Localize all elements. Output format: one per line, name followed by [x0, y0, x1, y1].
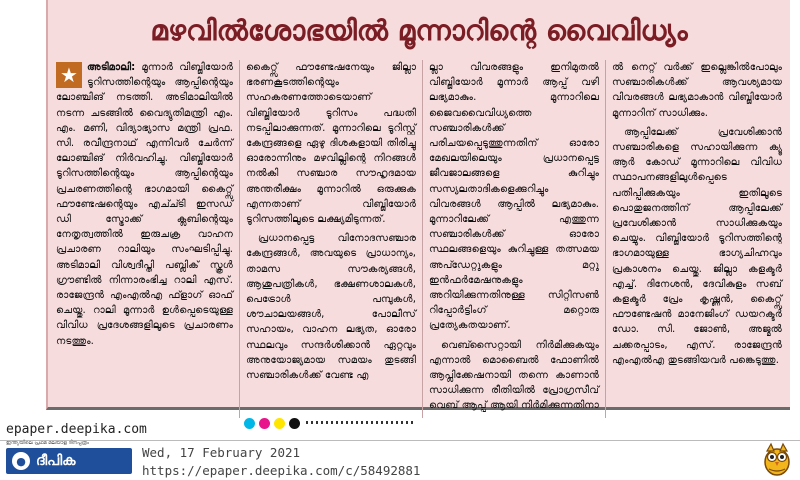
article-paragraph: ൽ നെറ്റ് വർക്ക് ഇല്ലെങ്കിൽപോലും സഞ്ചാരികൾക്ക് ആവശ്യമായ വിവരങ്ങൾ ലഭ്യമാകാൻ വിബ്ജിയോർ മൂന്നാറിന് സാധിക്കും.	[612, 62, 782, 119]
registration-dot-yellow	[274, 418, 285, 429]
article-column-2	[239, 60, 416, 418]
article-paragraph: വെബ്സൈറ്റായി നിർമിക്കുകയും എന്നാൽ മൊബൈൽ ഫോണിൽ ആപ്ലിക്കേഷനായി തന്നെ കാണാൻ സാധിക്കുന്ന രീതിയിൽ പ്രോഗ്രസീവ് വെബ് ആപ്പ് ആയി നിർമിക്കുന്നതിനാ	[429, 339, 599, 412]
registration-dot-cyan	[244, 418, 255, 429]
article-column-3	[422, 60, 599, 418]
article-column-4	[605, 60, 782, 418]
site-name[interactable]: epaper.deepika.com	[6, 422, 147, 437]
owl-icon	[762, 442, 792, 476]
article-paragraph: ല്ലാ വിവരങ്ങളും ഇനിമുതൽ വിബ്ജിയോർ മൂന്നാർ ആപ്പ് വഴി ലഭ്യമാകും. മൂന്നാറിലെ ജൈവവൈവിധ്യത്തെ സഞ്ചാരികൾക്ക് പരിചയപ്പെടുത്തുന്നതിന് ഓരോ മേഖലയിലെയും പ്രധാനപ്പെട്ട ജീവജാലങ്ങളെ കുറിച്ചും സസ്യലതാദികളെക്കുറിച്ചും വിവരങ്ങൾ ആപ്പിൽ ലഭ്യമാകും. മൂന്നാറിലേക്ക് എത്തുന്ന സഞ്ചാരികൾക്ക് ഓരോ സ്ഥലങ്ങളെയും കുറിച്ചുള്ള തത്സമയ അപ്ഡേറ്റുകളും മറ്റു ഇൻഫർമേഷനുകളും അറിയിക്കുന്നതിനുള്ള സിറ്റിസൺ റിപ്പോർട്ടിംഗ് മറ്റൊരു പ്രത്യേകതയാണ്.	[429, 62, 599, 332]
news-clipping	[46, 0, 790, 410]
star-icon: ★	[56, 62, 82, 88]
article-paragraph: പ്രധാനപ്പെട്ട വിനോദസഞ്ചാര കേന്ദ്രങ്ങൾ, അവയുടെ പ്രാധാന്യം, താമസ സൗകര്യങ്ങൾ, ആശുപത്രികൾ, ഭക്ഷണശാലകൾ, പെട്രോൾ പമ്പുകൾ, ശൗചാലയങ്ങൾ, പോലീസ് സഹായം, വാഹന ലഭ്യത, ഓരോ സ്ഥലവും സന്ദർശിക്കാൻ ഏറ്റവും അനുയോജ്യമായ സമയം തുടങ്ങി സഞ്ചാരികൾക്ക് വേണ്ട എ	[246, 233, 416, 382]
article-url[interactable]: https://epaper.deepika.com/c/58492881	[142, 463, 421, 478]
deepika-logo[interactable]	[6, 448, 132, 474]
article-dateline: അടിമാലി:	[87, 62, 136, 73]
publication-date: Wed, 17 February 2021	[142, 445, 301, 460]
article-paragraph: കൈറ്റ്സ് ഫൗണ്ടേഷനേയും ജില്ലാ ഭരണകൂടത്തിന്റെയും സഹകരണത്തോടെയാണ് വിബ്ജിയോർ ടൂറിസം പദ്ധതി നടപ്പിലാക്കുന്നത്. മൂന്നാറിലെ ടൂറിസ്റ്റ് കേന്ദ്രങ്ങളെ ഏഴു ദിശകളായി തിരിച്ചു ഓരോന്നിനും മഴവില്ലിന്റെ നിറങ്ങൾ നൽകി സഞ്ചാര സൗഹൃദമായ അന്തരീക്ഷം മൂന്നാറിൽ ഒരുക്കുക എന്നതാണ് വിബ്ജിയോർ ടൂറിസത്തിലൂടെ ലക്ഷ്യമിടുന്നത്.	[246, 62, 416, 226]
article-headline: മഴവിൽശോഭയിൽ മൂന്നാറിന്റെ വൈവിധ്യം	[150, 14, 688, 47]
article-text: മൂന്നാർ വിബ്ജിയോർ ടൂറിസത്തിന്റെയും ആപ്പിന്റെയും ലോഞ്ചിങ് നടത്തി. അടിമാലിയിൽ നടന്ന ചടങ്ങിൽ വൈദ്യുതിമന്ത്രി എം. എം. മണി, വിദ്യാഭ്യാസ മന്ത്രി പ്രഫ. സി. രവീന്ദ്രനാഥ് എന്നിവർ ചേർന്ന് ലോഞ്ചിങ് നിർവഹിച്ചു. വിബ്ജിയോർ ടൂറിസത്തിന്റെയും ആപ്പിന്റെയും പ്രചരണത്തിന്റെ ഭാഗമായി കൈറ്റ്സ് ഫൗണ്ടേഷന്റെയും എച്ച്ടി ഇസഡ് ഡി സ്ട്രോക്ക് ക്ലബിന്റെയും നേതൃത്വത്തിൽ ഇരുചക്ര വാഹന പ്രചാരണ റാലിയും സംഘടിപ്പിച്ചു. അടിമാലി വിശ്വദീപ്തി പബ്ലിക് സ്കൂൾ ഗ്രൗണ്ടിൽ നിന്നാരംഭിച്ച റാലി എസ്. രാജേന്ദ്രൻ എംഎൽഎ ഫ്ളാഗ് ഓഫ് ചെയ്തു. റാലി മൂന്നാർ ഉൾപ്പെടെയുള്ള വിവിധ പ്രദേശങ്ങളിലൂടെ പ്രചാരണം നടത്തും.	[56, 62, 233, 347]
logo-emblem-icon: ●	[12, 452, 30, 470]
article-paragraph	[56, 60, 233, 349]
registration-dot-magenta	[259, 418, 270, 429]
publication-meta	[142, 444, 420, 480]
registration-bar	[306, 421, 416, 424]
logo-tagline: ഇന്ത്യയിലെ പ്രഥമ മലയാള ദിനപ്പത്രം	[6, 440, 89, 446]
article-paragraph: ആപ്പിലേക്ക് പ്രവേശിക്കാൻ സഞ്ചാരികളെ സഹായിക്കുന്ന ക്യൂ ആർ കോഡ് മൂന്നാറിലെ വിവിധ സ്ഥാപനങ്ങളിലുൾപ്പെടെ പതിപ്പിക്കുകയും ഇതിലൂടെ പൊതുജനത്തിന് ആപ്പിലേക്ക് പ്രവേശിക്കാൻ സാധിക്കുകയും ചെയ്യും. വിബ്ജിയോർ ടൂറിസത്തിന്റെ ഭാഗമായുള്ള ഭാഗ്യചിഹ്നവും പ്രകാശനം ചെയ്തു. ജില്ലാ കളക്ടർ എച്ച്. ദിനേശൻ, ദേവികുളം സബ് കളക്ടർ പ്രേം കൃഷ്ണൻ, കൈറ്റ്സ് ഫൗണ്ടേഷൻ മാനേജിംഗ് ഡയറക്ടർ ഡോ. സി. ജോൺ, അജ്മൽ ചക്കരപ്പാടം, എസ്. രാജേന്ദ്രൻ എംഎൽഎ തുടങ്ങിയവർ പങ്കെടുത്തു.	[612, 126, 782, 366]
registration-marks	[244, 418, 300, 429]
registration-dot-black	[289, 418, 300, 429]
article-column-1	[56, 60, 233, 418]
logo-text: ദീപിക	[36, 453, 76, 469]
article-body	[56, 60, 782, 412]
